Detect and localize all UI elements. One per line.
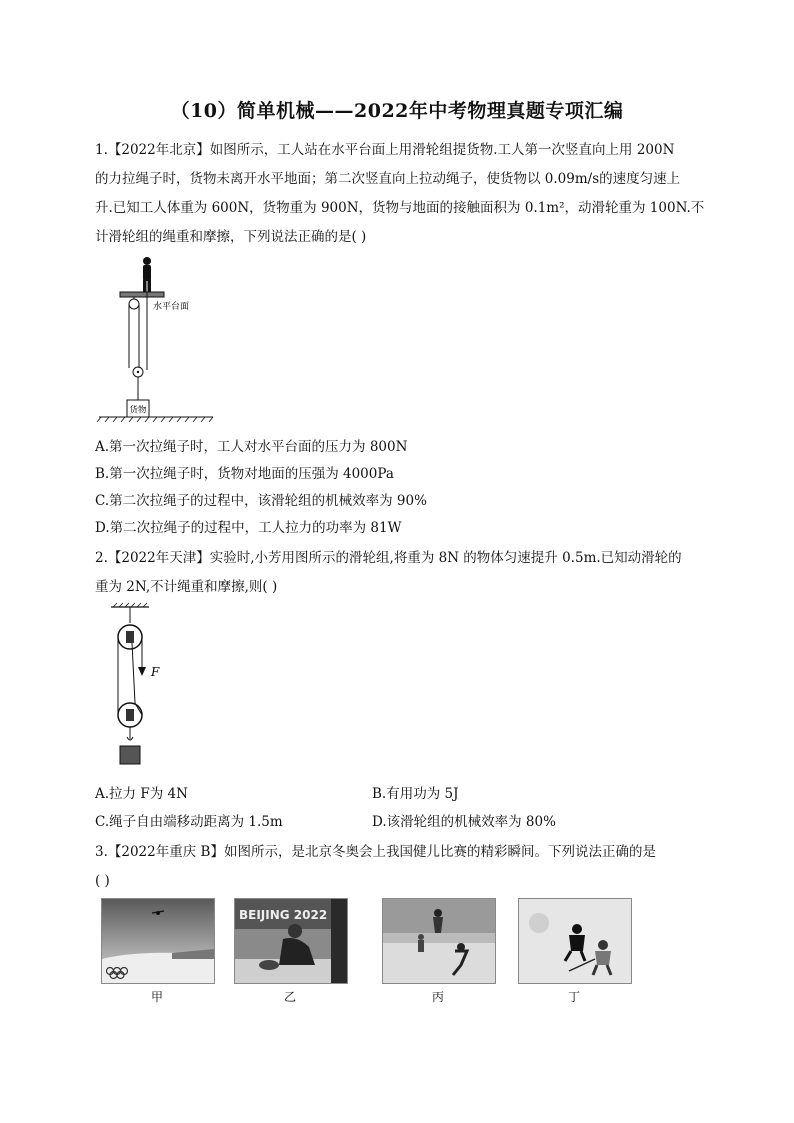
question-1-line: 升.已知工人体重为 600N，货物重为 900N，货物与地面的接触面积为 0.1m²，动滑轮重为 100N.不 xyxy=(95,200,705,216)
platform-label: 水平台面 xyxy=(153,302,190,312)
platform xyxy=(120,292,164,297)
question-3-line: ( ) xyxy=(95,873,110,889)
photo-ice-hockey xyxy=(518,898,632,984)
question-2-option-c: C.绳子自由端移动距离为 1.5m xyxy=(95,814,283,830)
question-2-stem xyxy=(95,544,707,602)
question-2-line: 重为 2N,不计绳重和摩擦,则( ) xyxy=(95,579,278,595)
photo-ski-jump xyxy=(101,898,215,984)
question-2-option-b: B.有用功为 5J xyxy=(372,786,459,802)
question-1-line: 的力拉绳子时，货物未离开水平地面；第二次竖直向上拉动绳子，使货物以 0.09m/s的速度匀速上 xyxy=(95,171,681,187)
cargo-label: 货物 xyxy=(129,405,147,416)
photo-curling xyxy=(234,898,348,984)
photo-label-4: 丁 xyxy=(567,990,580,1004)
photo-label-1: 甲 xyxy=(150,990,163,1004)
banner-text: BEIJING 2022 xyxy=(239,908,328,922)
photo-speed-skating xyxy=(382,898,496,984)
question-2-line: 2.【2022年天津】实验时,小芳用图所示的滑轮组,将重为 8N 的物体匀速提升 0.5m.已知动滑轮的 xyxy=(95,550,682,566)
photo-label-2: 乙 xyxy=(283,990,296,1004)
question-2-option-d: D.该滑轮组的机械效率为 80% xyxy=(372,814,556,830)
question-3-line: 3.【2022年重庆 B】如图所示，是北京冬奥会上我国健儿比赛的精彩瞬间。下列说法正确的是 xyxy=(95,844,656,860)
weight-block xyxy=(120,746,140,764)
page-title: （10）简单机械——2022年中考物理真题专项汇编 xyxy=(170,100,624,122)
question-1-option-c: C.第二次拉绳子的过程中，该滑轮组的机械效率为 90% xyxy=(95,493,427,509)
question-1-line: 计滑轮组的绳重和摩擦，下列说法正确的是( ) xyxy=(95,229,367,245)
question-1-line: 1.【2022年北京】如图所示，工人站在水平台面上用滑轮组提货物.工人第一次竖直向上用 200N xyxy=(95,142,675,158)
force-label: F xyxy=(151,665,160,679)
question-1-option-a: A.第一次拉绳子时，工人对水平台面的压力为 800N xyxy=(95,439,408,455)
worker-figure xyxy=(143,257,151,292)
question-2-option-a: A.拉力 F为 4N xyxy=(95,786,188,802)
question-2-figure xyxy=(105,603,175,771)
photo-label-3: 丙 xyxy=(431,990,444,1004)
question-3-stem xyxy=(95,838,707,896)
question-1-figure xyxy=(95,252,225,422)
question-1-option-b: B.第一次拉绳子时，货物对地面的压强为 4000Pa xyxy=(95,466,394,482)
force-arrow xyxy=(138,667,146,676)
question-1-stem xyxy=(95,136,707,252)
fixed-pulley xyxy=(129,299,139,309)
question-1-option-d: D.第二次拉绳子的过程中，工人拉力的功率为 81W xyxy=(95,520,402,536)
